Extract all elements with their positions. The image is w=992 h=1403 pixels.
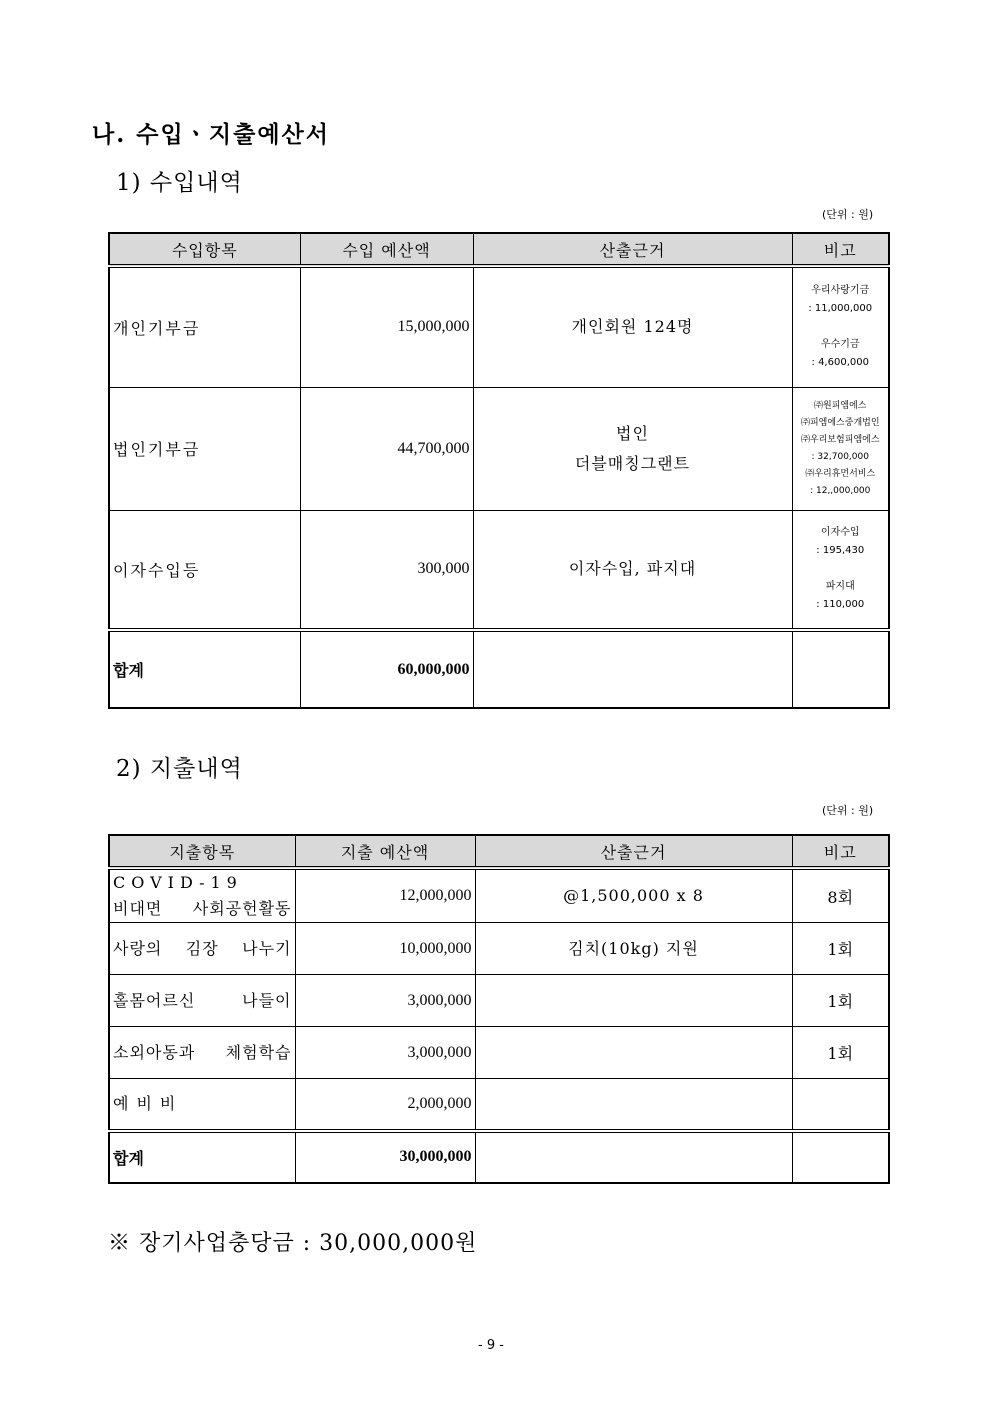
- income-heading: 1) 수입내역: [116, 170, 243, 196]
- expense-total-label: 합계: [109, 1131, 295, 1183]
- expense-total-basis: [475, 1131, 792, 1183]
- income-total-basis: [473, 630, 792, 708]
- expense-basis: @1,500,000 x 8: [475, 868, 792, 923]
- expense-item: COVID-19 비대면 사회공헌활동: [109, 868, 295, 923]
- expense-heading: 2) 지출내역: [116, 756, 243, 782]
- income-item: 이자수입등: [109, 510, 300, 630]
- table-row: [109, 1079, 889, 1131]
- expense-basis: [475, 975, 792, 1027]
- income-note: 우리사랑기금 : 11,000,000 우수기금 : 4,600,000: [792, 266, 889, 387]
- expense-basis: [475, 1027, 792, 1079]
- reserve-note: ※ 장기사업충당금 : 30,000,000원: [108, 1231, 478, 1256]
- expense-item: 예비비: [109, 1079, 295, 1131]
- income-table: [108, 232, 890, 709]
- income-note: ㈜원피엠에스 ㈜피엠에스중개법인 ㈜우리보험피엠에스 : 32,700,000 ㈜우리휴먼서비스 : 12,,000,000: [792, 387, 889, 510]
- expense-basis: [475, 1079, 792, 1131]
- income-total-amount: 60,000,000: [300, 630, 473, 708]
- income-amount: 15,000,000: [300, 266, 473, 387]
- income-header-amount: 수입 예산액: [300, 233, 473, 266]
- income-header-note: 비고: [792, 233, 889, 266]
- expense-amount: 3,000,000: [295, 1027, 475, 1079]
- expense-note: 1회: [792, 1027, 889, 1079]
- income-basis: 개인회원 124명: [473, 266, 792, 387]
- income-item: 개인기부금: [109, 266, 300, 387]
- expense-note: 8회: [792, 868, 889, 923]
- table-row: [109, 1027, 889, 1079]
- expense-amount: 2,000,000: [295, 1079, 475, 1131]
- table-row: [109, 387, 889, 510]
- table-row: [109, 923, 889, 975]
- table-row: [109, 975, 889, 1027]
- table-row: [109, 868, 889, 923]
- expense-header-basis: 산출근거: [475, 835, 792, 868]
- expense-unit: (단위 : 원): [822, 804, 874, 817]
- total-row: [109, 630, 889, 708]
- expense-item: 홀몸어르신 나들이: [109, 975, 295, 1027]
- income-unit: (단위 : 원): [822, 208, 874, 221]
- expense-note: 1회: [792, 923, 889, 975]
- income-note: 이자수입 : 195,430 파지대 : 110,000: [792, 510, 889, 630]
- income-basis: 이자수입, 파지대: [473, 510, 792, 630]
- expense-header-note: 비고: [792, 835, 889, 868]
- table-row: [109, 266, 889, 387]
- income-header-item: 수입항목: [109, 233, 300, 266]
- expense-item: 사랑의 김장 나누기: [109, 923, 295, 975]
- total-row: [109, 1131, 889, 1183]
- section-title: 나. 수입ㆍ지출예산서: [92, 121, 330, 148]
- income-item: 법인기부금: [109, 387, 300, 510]
- income-amount: 44,700,000: [300, 387, 473, 510]
- expense-note: 1회: [792, 975, 889, 1027]
- expense-amount: 12,000,000: [295, 868, 475, 923]
- expense-table: [108, 834, 890, 1184]
- page-number: - 9 -: [478, 1338, 504, 1353]
- expense-item: 소외아동과 체험학습: [109, 1027, 295, 1079]
- table-row: [109, 510, 889, 630]
- expense-total-amount: 30,000,000: [295, 1131, 475, 1183]
- expense-amount: 10,000,000: [295, 923, 475, 975]
- expense-basis: 김치(10kg) 지원: [475, 923, 792, 975]
- income-header-basis: 산출근거: [473, 233, 792, 266]
- expense-header-row: [109, 835, 889, 868]
- income-header-row: [109, 233, 889, 266]
- income-total-label: 합계: [109, 630, 300, 708]
- expense-total-note: [792, 1131, 889, 1183]
- expense-note: [792, 1079, 889, 1131]
- income-basis: 법인 더블매칭그랜트: [473, 387, 792, 510]
- expense-amount: 3,000,000: [295, 975, 475, 1027]
- expense-header-item: 지출항목: [109, 835, 295, 868]
- income-amount: 300,000: [300, 510, 473, 630]
- expense-header-amount: 지출 예산액: [295, 835, 475, 868]
- income-total-note: [792, 630, 889, 708]
